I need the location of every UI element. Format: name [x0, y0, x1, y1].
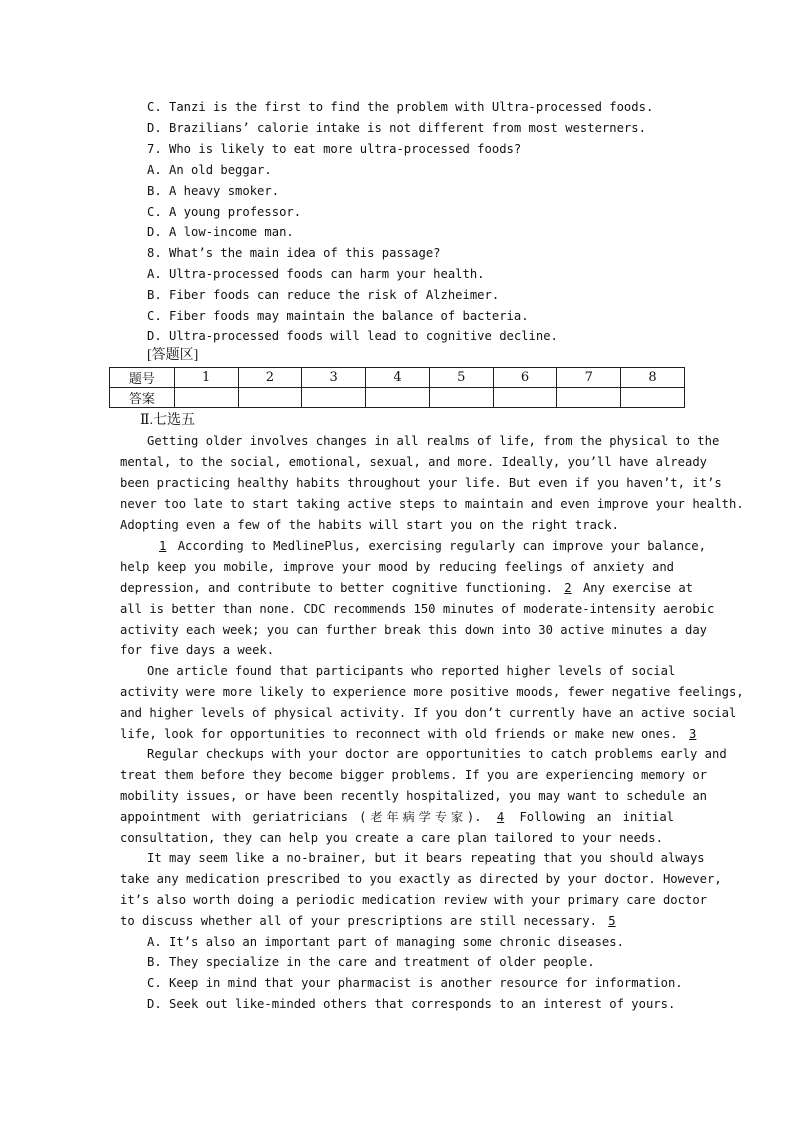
p2-line: depression, and contribute to better cognitive functioning. 2 Any exercise at [120, 581, 694, 595]
option-c: C. Keep in mind that your pharmacist is another resource for information. [147, 976, 683, 990]
answer-cell[interactable] [302, 388, 366, 408]
p1-line: Getting older involves changes in all realms of life, from the physical to the [147, 434, 720, 448]
p2-line: for five days a week. [120, 643, 275, 657]
answer-table [109, 367, 685, 408]
q6-option-c: C. Tanzi is the first to find the problem with Ultra-processed foods. [147, 100, 654, 114]
p2-line: 1 According to MedlinePlus, exercising regularly can improve your balance, [155, 537, 674, 555]
p2-line: all is better than none. CDC recommends 150 minutes of moderate-intensity aerobic [120, 602, 715, 616]
answer-cell[interactable] [621, 388, 685, 408]
option-b: B. They specialize in the care and treatment of older people. [147, 955, 595, 969]
question-number: 5 [429, 368, 493, 388]
table-row [110, 368, 685, 388]
p3-line: and higher levels of physical activity. If you don’t currently have an active social [120, 706, 737, 720]
p1-line: never too late to start taking active steps to maintain and even improve your health. [120, 497, 744, 511]
p1-line: Adopting even a few of the habits will start you on the right track. [120, 518, 619, 532]
q8-option-a: A. Ultra-processed foods can harm your health. [147, 267, 485, 281]
answer-cell[interactable] [429, 388, 493, 408]
p1-line: been practicing healthy habits throughout your life. But even if you haven’t, it’s [120, 476, 722, 490]
q7-option-a: A. An old beggar. [147, 163, 272, 177]
number-header: 题号 [110, 368, 175, 388]
blank-1[interactable]: 1 [159, 539, 167, 553]
question-number: 6 [493, 368, 557, 388]
answer-header: 答案 [110, 388, 175, 408]
p4-line: appointment with geriatricians (老年病学专家). 4 Following an initial [120, 810, 675, 824]
question-number: 7 [557, 368, 621, 388]
q8-option-b: B. Fiber foods can reduce the risk of Alzheimer. [147, 288, 500, 302]
question-number: 3 [302, 368, 366, 388]
section-title: Ⅱ.七选五 [140, 413, 196, 428]
p2-line: help keep you mobile, improve your mood by reducing feelings of anxiety and [120, 560, 674, 574]
answer-area-label: [答题区] [147, 348, 199, 363]
p4-line: Regular checkups with your doctor are opportunities to catch problems early and [147, 747, 727, 761]
blank-5[interactable]: 5 [608, 914, 616, 928]
p3-line: life, look for opportunities to reconnect with old friends or make new ones. 3 [120, 725, 674, 743]
option-d: D. Seek out like-minded others that corresponds to an interest of yours. [147, 997, 676, 1011]
answer-cell[interactable] [366, 388, 430, 408]
p5-line: it’s also worth doing a periodic medication review with your primary care doctor [120, 893, 707, 907]
q8-option-d: D. Ultra-processed foods will lead to cognitive decline. [147, 329, 558, 343]
q7-question: 7. Who is likely to eat more ultra-processed foods? [147, 142, 522, 156]
answer-cell[interactable] [557, 388, 621, 408]
question-number: 2 [238, 368, 302, 388]
q7-option-c: C. A young professor. [147, 205, 302, 219]
option-a: A. It’s also an important part of managing some chronic diseases. [147, 935, 624, 949]
p5-line: to discuss whether all of your prescriptions are still necessary. 5 [120, 912, 674, 930]
p3-line: activity were more likely to experience more positive moods, fewer negative feelings, [120, 685, 744, 699]
p4-line: treat them before they become bigger problems. If you are experiencing memory or [120, 768, 707, 782]
question-number: 1 [174, 368, 238, 388]
q8-question: 8. What’s the main idea of this passage? [147, 246, 441, 260]
q8-option-c: C. Fiber foods may maintain the balance of bacteria. [147, 309, 529, 323]
blank-3[interactable]: 3 [689, 727, 697, 741]
p1-line: mental, to the social, emotional, sexual, and more. Ideally, you’ll have already [120, 455, 707, 469]
p4-line: consultation, they can help you create a care plan tailored to your needs. [120, 831, 663, 845]
table-row [110, 388, 685, 408]
answer-cell[interactable] [238, 388, 302, 408]
question-number: 8 [621, 368, 685, 388]
p3-line: One article found that participants who reported higher levels of social [147, 664, 676, 678]
blank-4[interactable]: 4 [496, 810, 505, 824]
p2-line: activity each week; you can further break this down into 30 active minutes a day [120, 623, 707, 637]
q7-option-b: B. A heavy smoker. [147, 184, 280, 198]
p4-line: mobility issues, or have been recently hospitalized, you may want to schedule an [120, 789, 707, 803]
p5-line: take any medication prescribed to you exactly as directed by your doctor. However, [120, 872, 722, 886]
answer-cell[interactable] [493, 388, 557, 408]
blank-2[interactable]: 2 [564, 581, 572, 595]
p5-line: It may seem like a no-brainer, but it bears repeating that you should always [147, 851, 705, 865]
question-number: 4 [366, 368, 430, 388]
q6-option-d: D. Brazilians’ calorie intake is not different from most westerners. [147, 121, 646, 135]
q7-option-d: D. A low-income man. [147, 225, 294, 239]
answer-cell[interactable] [174, 388, 238, 408]
